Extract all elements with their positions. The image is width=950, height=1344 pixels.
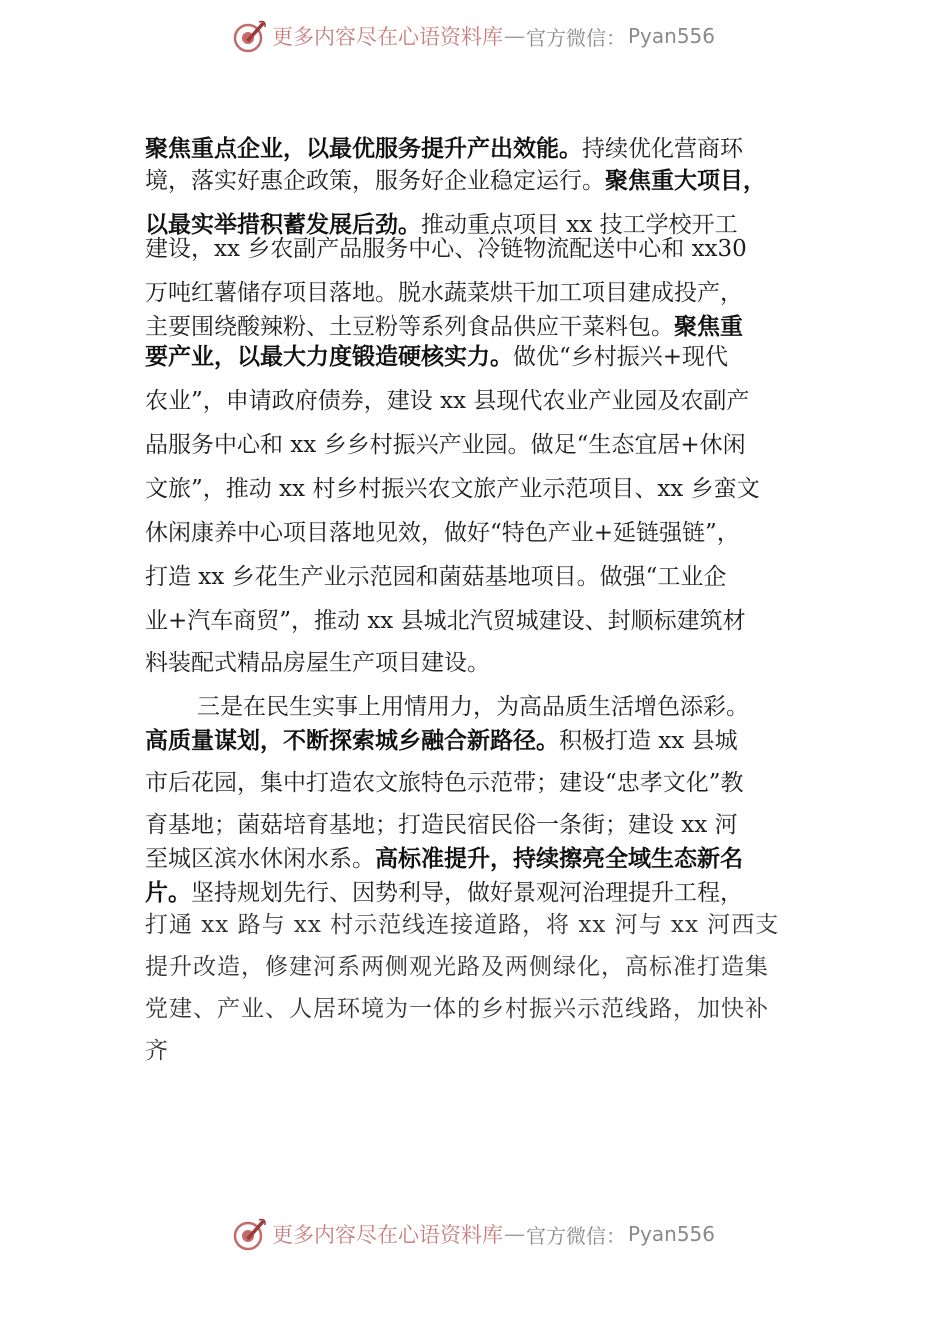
bold-heading-span: 片。 xyxy=(145,880,191,906)
banner-brand-text: 更多内容尽在心语资料库 xyxy=(272,1223,503,1247)
body-text-span: 育基地；菌菇培育基地；打造民宿民俗一条街；建设 xx 河 xyxy=(145,812,738,838)
body-text-span: 万吨红薯储存项目落地。脱水蔬菜烘干加工项目建成投产， xyxy=(145,280,743,306)
body-text-span: 料装配式精品房屋生产项目建设。 xyxy=(145,650,490,676)
body-text-span: 党建、产业、人居环境为一体的乡村振兴示范线路，加快补 xyxy=(145,996,769,1022)
body-text-span: 积极打造 xx 县城 xyxy=(559,728,738,754)
text-line xyxy=(145,384,749,418)
bold-heading-span: 以最实举措积蓄发展后劲。 xyxy=(145,212,421,238)
text-line xyxy=(145,992,769,1026)
bold-heading-span: 高标准提升，持续擦亮全域生态新名 xyxy=(375,846,743,872)
body-text-span: 齐 xyxy=(145,1038,169,1064)
text-line xyxy=(145,950,769,984)
body-text-span: 至城区滨水休闲水系。 xyxy=(145,846,375,872)
bold-heading-span: 要产业，以最大力度锻造硬核实力。 xyxy=(145,344,513,370)
body-text-span: 做优“乡村振兴+现代 xyxy=(513,344,729,370)
body-text-span: 境，落实好惠企政策，服务好企业稳定运行。 xyxy=(145,168,605,194)
body-text-span: 文旅”，推动 xx 村乡村振兴农文旅产业示范项目、xx 乡蛮文 xyxy=(145,476,760,502)
banner-wechat-id: Pyan556 xyxy=(628,1222,716,1246)
body-text-span: 农业”，申请政府债券，建设 xx 县现代农业产业园及农副产 xyxy=(145,388,750,414)
bold-heading-span: 聚焦重 xyxy=(674,314,743,340)
text-line xyxy=(145,340,728,374)
text-line xyxy=(145,908,779,942)
text-line xyxy=(145,842,743,876)
body-text-span: 建设，xx 乡农副产品服务中心、冷链物流配送中心和 xx30 xyxy=(145,236,747,262)
body-text-span: 坚持规划先行、因势利导，做好景观河治理提升工程， xyxy=(191,880,743,906)
body-text-span: 三是在民生实事上用情用力，为高品质生活增色添彩。 xyxy=(197,694,749,720)
header-banner xyxy=(232,16,722,56)
text-line xyxy=(145,232,747,266)
bold-heading-span: 高质量谋划，不断探索城乡融合新路径。 xyxy=(145,728,559,754)
banner-separator: — xyxy=(504,1222,525,1246)
body-text-span: 提升改造，修建河系两侧观光路及两侧绿化，高标准打造集 xyxy=(145,954,769,980)
text-line xyxy=(145,132,743,166)
text-line xyxy=(197,690,749,724)
text-line xyxy=(145,876,743,910)
body-text-span: 品服务中心和 xx 乡乡村振兴产业园。做足“生态宜居+休闲 xyxy=(145,432,746,458)
text-line xyxy=(145,472,760,506)
banner-wechat-label: 官方微信： xyxy=(526,25,626,50)
body-text-span: 市后花园，集中打造农文旅特色示范带；建设“忠孝文化”教 xyxy=(145,770,744,796)
body-text-span: 打通 xx 路与 xx 村示范线连接道路，将 xx 河与 xx 河西支 xyxy=(145,912,780,938)
quill-logo-icon xyxy=(232,18,268,54)
text-line xyxy=(145,276,743,310)
quill-logo-icon xyxy=(232,1216,268,1252)
bold-heading-span: 聚焦重大项目， xyxy=(605,168,766,194)
text-line xyxy=(145,808,738,842)
body-text-span: 持续优化营商环 xyxy=(582,136,743,162)
text-line xyxy=(145,646,490,680)
footer-banner xyxy=(232,1214,722,1254)
text-line xyxy=(145,428,746,462)
text-line xyxy=(145,164,766,198)
text-line xyxy=(145,724,738,758)
body-text-span: 推动重点项目 xx 技工学校开工 xyxy=(421,212,738,238)
text-line xyxy=(145,604,746,638)
text-line xyxy=(145,1034,169,1068)
banner-wechat-id: Pyan556 xyxy=(628,24,716,48)
body-text-span: 打造 xx 乡花生产业示范园和菌菇基地项目。做强“工业企 xyxy=(145,564,727,590)
text-line xyxy=(145,560,726,594)
banner-separator: — xyxy=(504,24,525,48)
text-line xyxy=(145,310,743,344)
body-text-span: 休闲康养中心项目落地见效，做好“特色产业+延链强链”， xyxy=(145,520,740,546)
text-line xyxy=(145,516,740,550)
banner-wechat-label: 官方微信： xyxy=(526,1223,626,1248)
body-text-span: 主要围绕酸辣粉、土豆粉等系列食品供应干菜料包。 xyxy=(145,314,674,340)
body-text-span: 业+汽车商贸”，推动 xx 县城北汽贸城建设、封顺标建筑材 xyxy=(145,608,746,634)
text-line xyxy=(145,766,744,800)
banner-brand-text: 更多内容尽在心语资料库 xyxy=(272,25,503,49)
bold-heading-span: 聚焦重点企业，以最优服务提升产出效能。 xyxy=(145,136,582,162)
